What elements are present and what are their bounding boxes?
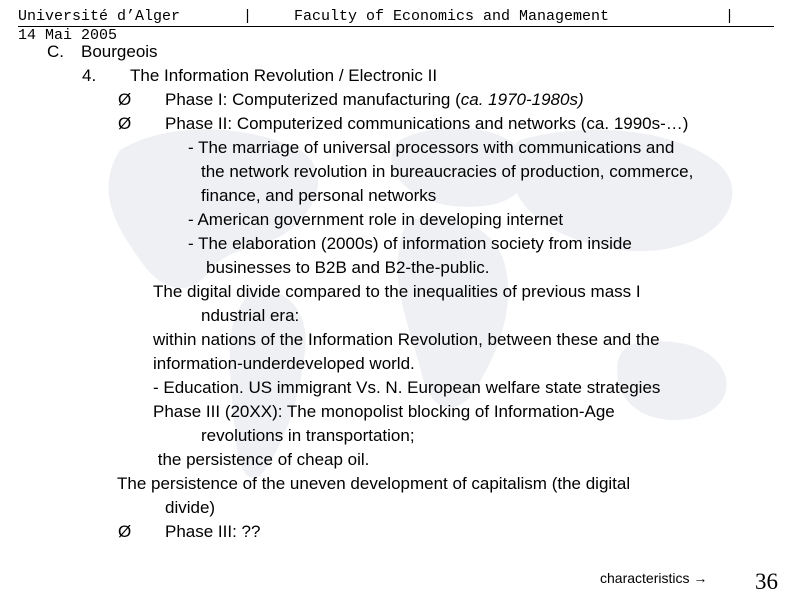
item-title: The Information Revolution / Electronic II xyxy=(130,66,438,85)
phase1-label: Phase I: Computerized manufacturing ( xyxy=(165,90,461,109)
header-separator-end: | xyxy=(725,8,735,25)
section-letter: C. xyxy=(47,42,64,61)
sub1-line2: the network revolution in bureaucracies of production, commerce, xyxy=(201,162,694,181)
right-arrow-icon: → xyxy=(693,570,708,586)
bullet-arrow-icon: Ø xyxy=(118,522,132,541)
phase2-line: Phase II: Computerized communications and networks (ca. 1990s-…) xyxy=(165,114,689,133)
page-number: 36 xyxy=(755,569,778,594)
uneven-line1: The persistence of the uneven development of capitalism (the digital xyxy=(117,474,631,493)
header-date: 14 Mai 2005 xyxy=(18,27,118,44)
sub2-line: - American government role in developing internet xyxy=(188,210,564,229)
within-line1: within nations of the Information Revolution, between these and the xyxy=(153,330,660,349)
uneven-line2: divide) xyxy=(165,498,216,517)
phase3-line2: revolutions in transportation; xyxy=(201,426,415,445)
header-separator: | xyxy=(243,8,253,25)
characteristics-link-label: characteristics xyxy=(600,570,690,586)
sub3-line2: businesses to B2B and B2-the-public. xyxy=(206,258,490,277)
characteristics-link[interactable] xyxy=(600,568,707,588)
sub1-line1: - The marriage of universal processors with communications and xyxy=(188,138,675,157)
header-top-row xyxy=(18,8,774,27)
divide-line2: ndustrial era: xyxy=(201,306,300,325)
phase3-question-line: Phase III: ?? xyxy=(165,522,261,541)
phase3-line1: Phase III (20XX): The monopolist blocking of Information-Age xyxy=(153,402,615,421)
within-line2: information-underdeveloped world. xyxy=(153,354,415,373)
header-faculty: Faculty of Economics and Management xyxy=(294,8,610,25)
header-university: Université d’Alger xyxy=(18,8,181,25)
education-line: - Education. US immigrant Vs. N. European welfare state strategies xyxy=(153,378,661,397)
bullet-arrow-icon: Ø xyxy=(118,114,132,133)
phase1-line xyxy=(165,88,584,112)
bullet-arrow-icon: Ø xyxy=(118,90,132,109)
item-heading xyxy=(82,64,437,88)
cheap-oil-line: the persistence of cheap oil. xyxy=(153,450,370,469)
item-number: 4. xyxy=(82,66,97,85)
sub1-line3: finance, and personal networks xyxy=(201,186,437,205)
phase1-dates: ca. 1970-1980s) xyxy=(460,90,584,109)
sub3-line1: - The elaboration (2000s) of information society from inside xyxy=(188,234,632,253)
slide-header xyxy=(18,8,774,44)
section-title: Bourgeois xyxy=(81,42,158,61)
divide-line1: The digital divide compared to the inequalities of previous mass I xyxy=(153,282,641,301)
